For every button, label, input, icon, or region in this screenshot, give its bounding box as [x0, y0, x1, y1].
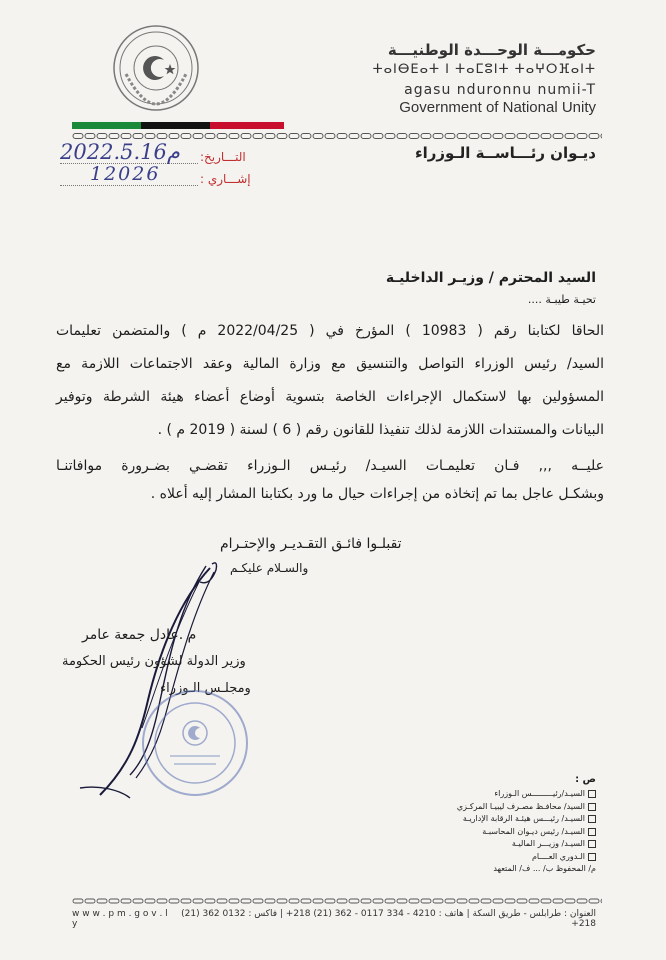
paragraph-line: عليــه ,,, فـان تعليمـات السيـد/ رئيـس الـوزراء تقضـي بضـرورة موافاتنـا — [56, 458, 604, 474]
paragraph-line: البيانات والمستندات اللازمة لذلك تنفيذا للقانون رقم ( 6 ) لسنة ( 2019 م ) . — [157, 422, 604, 438]
checkbox-icon — [588, 803, 596, 811]
signatory-name: م .عادل جمعة عامر — [82, 627, 197, 643]
government-name-tifinagh: ⵜⴰⵏⴱⴹⴰⵜ ⵏ ⵜⴰⵎⵓⵏⵜ ⵜⴰⵖⵔⴼⴰⵏⵜ — [372, 62, 596, 77]
footer-chain-divider — [72, 898, 602, 904]
cc-item: السيد/ محافـظ مصـرف ليبيـا المركـزي — [406, 801, 596, 814]
checkbox-icon — [588, 790, 596, 798]
reference-dotted-line — [60, 185, 198, 186]
salutation: السيد المحترم / وزيـر الداخليـة — [385, 270, 596, 286]
reference-label: إشـــاري : — [200, 172, 251, 186]
farewell: والسـلام عليكـم — [230, 561, 309, 575]
government-name-arabic: حكومـــة الوحـــدة الوطنيـــة — [387, 41, 596, 59]
cc-item: السيـد/ رئيـــس هيئـة الرقابة الإداريـة — [406, 813, 596, 826]
cc-marker: ص : — [575, 774, 596, 785]
signatory-title: وزير الدولة لشؤون رئيس الحكومة — [62, 654, 246, 669]
body-paragraph-1 — [56, 315, 604, 447]
government-name-english: Government of National Unity — [399, 99, 596, 116]
footer-website: w w w . p m . g o v . l y — [72, 909, 168, 929]
checkbox-icon — [588, 828, 596, 836]
date-label: التـــاريخ: — [200, 150, 246, 164]
body-paragraph-2 — [56, 452, 604, 508]
official-stamp-icon — [140, 688, 250, 798]
checkbox-icon — [588, 853, 596, 861]
checkbox-icon — [588, 815, 596, 823]
paragraph-line: وبشكـل عاجل بما تم إتخاذه من إجراءات حيال ما ورد بكتابنا المشار إليه أعلاه . — [150, 486, 604, 502]
cc-item: الـدوري العــــام — [406, 851, 596, 864]
cc-item: السيـد/رئيـــــــــس الـوزراء — [406, 788, 596, 801]
cc-item: السيـد/ رئيس ديـوان المحاسبـة — [406, 826, 596, 839]
signatory-title-line2: ومجلـس الـوزراء — [160, 681, 251, 696]
handwritten-date: 2022.5.16م — [60, 140, 180, 164]
handwritten-reference-number: 12026 — [90, 163, 161, 185]
greeting: تحيـة طيبـة .... — [527, 293, 596, 306]
office-title: ديـوان رئـــاســة الـوزراء — [414, 144, 596, 162]
cc-item: السيـد/ وزيـــر الماليـة — [406, 838, 596, 851]
government-emblem-icon — [112, 24, 200, 112]
closing-phrase: تقبلـوا فائـق التقـديـر والإحتـرام — [220, 536, 402, 552]
cc-item: م/ المحفوظ ب/ ... ف/ المتعهد — [493, 864, 596, 873]
paragraph-line: الحاقا لكتابنا رقم ( 10983 ) المؤرخ في ( 2022/04/25 م ) والمتضمن تعليمات — [56, 323, 605, 339]
cc-list — [406, 788, 596, 876]
paragraph-line: المسؤولين بها لاستكمال الإجراءات الخاصة بتسوية أوضاع أعضاء هيئة الشرطة وتوفير — [56, 389, 604, 405]
footer — [72, 909, 596, 929]
footer-address: العنوان : طرابلس - طريق السكة | هاتف : 4210 - 334 0117 - 362 (21) 218+ | فاكس : 0132 362 (21) 218+ — [181, 909, 596, 929]
chain-divider — [72, 132, 602, 140]
flag-bar — [72, 122, 602, 129]
government-name-berber: agasu nduronnu numii-T — [404, 82, 596, 98]
paragraph-line: السيد/ رئيس الوزراء التواصل والتنسيق مع وزارة المالية وعقد الاجتماعات اللازمة مع — [56, 356, 604, 372]
checkbox-icon — [588, 840, 596, 848]
